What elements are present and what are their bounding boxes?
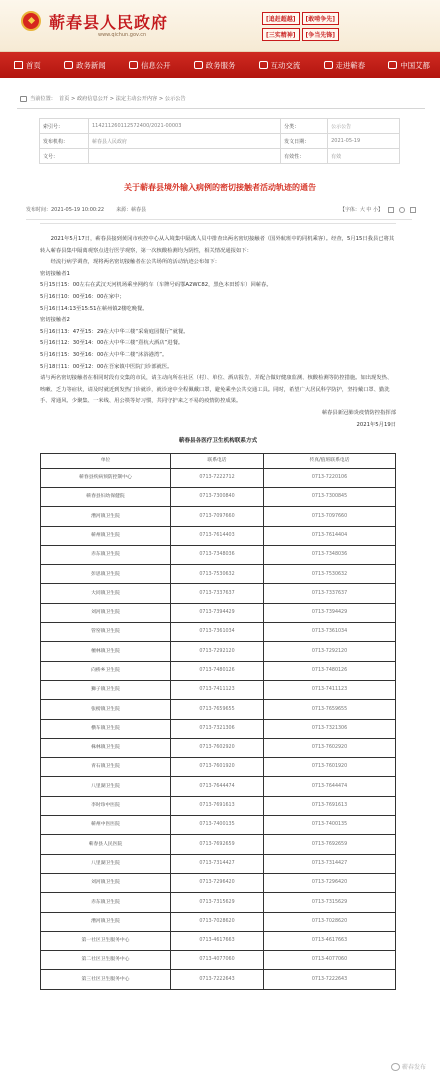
- duty-phone-cell: 0713-7300845: [264, 487, 396, 506]
- nav-item-home[interactable]: [14, 60, 41, 71]
- phone-cell: 0713-7530632: [171, 565, 264, 584]
- phone-cell: 0713-7296420: [171, 873, 264, 892]
- table-row: [41, 835, 396, 854]
- duty-phone-cell: 0713-7222643: [264, 970, 396, 989]
- unit-cell: 蕲州镇卫生院: [41, 526, 171, 545]
- phone-cell: 0713-4617663: [171, 931, 264, 950]
- slogan: [追赶超越]: [262, 12, 300, 25]
- paragraph: 5月16日14:13至15:51在蕲州镇2楼吃晚餐。: [40, 305, 148, 312]
- index-value: 114211260112572400/2021-00003: [89, 119, 281, 134]
- unit-cell: 横车镇卫生院: [41, 719, 171, 738]
- unit-cell: 八里湖卫生院: [41, 777, 171, 796]
- divider: [40, 223, 396, 224]
- duty-phone-cell: 0713-4077060: [264, 951, 396, 970]
- column-header: 单位: [41, 453, 171, 468]
- national-emblem-icon: [21, 11, 41, 31]
- article-tools: [340, 206, 416, 213]
- phone-cell: 0713-7659655: [171, 700, 264, 719]
- table-row: [41, 796, 396, 815]
- duty-phone-cell: 0713-7321306: [264, 719, 396, 738]
- nav-item-interact[interactable]: [259, 60, 301, 71]
- breadcrumb-path[interactable]: 首页 > 政府信息公开 > 法定主动公开内容 > 公示公告: [58, 96, 186, 102]
- divider: [17, 108, 425, 109]
- weibo-watermark: [391, 1062, 426, 1071]
- duty-phone-cell: 0713-7292120: [264, 642, 396, 661]
- table-row: [41, 758, 396, 777]
- unit-cell: 彭思镇卫生院: [41, 565, 171, 584]
- slogan: [敢啃争先]: [302, 12, 340, 25]
- duty-phone-cell: 0713-7692659: [264, 835, 396, 854]
- table-row: [41, 893, 396, 912]
- phone-cell: 0713-7361034: [171, 623, 264, 642]
- contacts-table: [40, 453, 396, 990]
- table-row: [41, 623, 396, 642]
- unit-cell: 赤东镇卫生院: [41, 545, 171, 564]
- table-row: [41, 661, 396, 680]
- validity-label: 有效性：: [281, 149, 328, 164]
- table-row: [41, 680, 396, 699]
- share-icon[interactable]: [399, 207, 405, 213]
- nav-label: 中国艾都: [400, 60, 430, 70]
- table-row: [41, 487, 396, 506]
- table-row: [41, 931, 396, 950]
- phone-cell: 0713-4077060: [171, 951, 264, 970]
- phone-cell: 0713-7411123: [171, 680, 264, 699]
- main-nav: [0, 52, 440, 78]
- signature-org: 蕲春县新冠肺炎疫情防控指挥部: [321, 409, 396, 416]
- phone-cell: 0713-7300840: [171, 487, 264, 506]
- duty-phone-cell: 0713-7691613: [264, 796, 396, 815]
- phone-cell: 0713-7601920: [171, 758, 264, 777]
- watermark-text: 蕲春发布: [401, 1064, 426, 1071]
- nav-label: 政务新闻: [76, 60, 106, 70]
- phone-cell: 0713-7480126: [171, 661, 264, 680]
- table-row: [41, 854, 396, 873]
- paragraph: 5月16日15：30至16：00在大中华二楼“沐浴港湾”。: [40, 351, 168, 358]
- unit-cell: 蕲春县人民医院: [41, 835, 171, 854]
- phone-cell: 0713-7691613: [171, 796, 264, 815]
- category-label: 分类：: [281, 119, 328, 134]
- nav-label: 互动交流: [270, 60, 301, 70]
- phone-cell: 0713-7614403: [171, 526, 264, 545]
- phone-cell: 0713-7222712: [171, 468, 264, 487]
- phone-cell: 0713-7292120: [171, 642, 264, 661]
- article-body: [40, 234, 396, 990]
- duty-phone-cell: 0713-4617663: [264, 931, 396, 950]
- doc-info-table: [39, 118, 400, 164]
- paragraph: 密切接触者1: [40, 270, 70, 277]
- news-icon: [64, 61, 73, 69]
- table-row: [41, 603, 396, 622]
- phone-cell: 0713-7314427: [171, 854, 264, 873]
- date-value: 2021-05-19: [328, 134, 400, 149]
- unit-cell: 第三社区卫生服务中心: [41, 970, 171, 989]
- phone-cell: 0713-7602920: [171, 738, 264, 757]
- column-header: 联系电话: [171, 453, 264, 468]
- phone-cell: 0713-7222643: [171, 970, 264, 989]
- unit-cell: 檀林镇卫生院: [41, 642, 171, 661]
- table-row: [41, 816, 396, 835]
- nav-item-service[interactable]: [194, 60, 236, 71]
- table-row: [41, 719, 396, 738]
- article-title: 关于蕲春县境外输入病例的密切接触者活动轨迹的通告: [124, 183, 316, 192]
- publish-time: 发布时间：2021-05-19 10:00:22: [26, 207, 105, 213]
- table-row: [41, 642, 396, 661]
- table-row: [41, 777, 396, 796]
- phone-cell: 0713-7097660: [171, 507, 264, 526]
- duty-phone-cell: 0713-7400135: [264, 816, 396, 835]
- leaf-icon: [388, 61, 397, 69]
- paragraph: 经流行病学调查，现将两名密切接触者在公共场所的活动轨迹公布如下：: [50, 259, 221, 266]
- table-row: [41, 951, 396, 970]
- unit-cell: 张榜镇卫生院: [41, 700, 171, 719]
- validity-value: 有效: [328, 149, 400, 164]
- unit-cell: 管窑镇卫生院: [41, 623, 171, 642]
- unit-cell: 株林镇卫生院: [41, 738, 171, 757]
- nav-item-info[interactable]: [129, 60, 171, 71]
- unit-cell: 蕲州中医医院: [41, 816, 171, 835]
- nav-item-aidu[interactable]: [388, 60, 430, 71]
- unit-cell: 漕河镇卫生院: [41, 507, 171, 526]
- paragraph: 5月16日12：30至14：00在大中华三楼“熹杭大酒店”进餐。: [40, 340, 184, 347]
- table-row: [41, 912, 396, 931]
- duty-phone-cell: 0713-7614404: [264, 526, 396, 545]
- phone-cell: 0713-7315629: [171, 893, 264, 912]
- table-row: [41, 584, 396, 603]
- category-value: 公示公告: [328, 119, 400, 134]
- site-url: www.qichun.gov.cn: [98, 32, 147, 38]
- signature-date: 2021年5月19日: [356, 421, 396, 428]
- print-icon[interactable]: [388, 207, 394, 213]
- phone-cell: 0713-7692659: [171, 835, 264, 854]
- duty-phone-cell: 0713-7348036: [264, 545, 396, 564]
- unit-cell: 向桥乡卫生院: [41, 661, 171, 680]
- unit-cell: 刘河镇卫生院: [41, 603, 171, 622]
- close-icon[interactable]: [410, 207, 416, 213]
- unit-cell: 李时珍中医院: [41, 796, 171, 815]
- breadcrumb-label: 当前位置：: [30, 96, 56, 102]
- unit-cell: 第二社区卫生服务中心: [41, 951, 171, 970]
- publisher-value: 蕲春县人民政府: [89, 134, 281, 149]
- chat-icon: [259, 61, 268, 69]
- phone-cell: 0713-7644474: [171, 777, 264, 796]
- phone-cell: 0713-7028620: [171, 912, 264, 931]
- duty-phone-cell: 0713-7337637: [264, 584, 396, 603]
- paragraph: 5月15日15：00左右在武汉天河机场乘坐网约车（车牌号码鄂A2WC82，黑色本田轿车）回蕲春。: [40, 282, 272, 289]
- unit-cell: 狮子镇卫生院: [41, 680, 171, 699]
- paragraph: 请与两名密切接触者在相同时段有交集的市民，请主动向所在社区（村）、单位、酒店报告，并配合做好健康监测、核酸检测等防控措施。如出现发热、咳嗽、乏力等症状，请及时就近到发热门诊就诊，就诊途中全程佩戴口罩，避免乘坐公共交通工具。同时，希望广大居民科学防护，坚持戴口罩、勤洗手、常通风、少聚集、一米线、用公筷等好习惯，共同守护来之不易的疫情防控成果。: [40, 375, 393, 405]
- duty-phone-cell: 0713-7480126: [264, 661, 396, 680]
- duty-phone-cell: 0713-7028620: [264, 912, 396, 931]
- date-label: 发文日期：: [281, 134, 328, 149]
- slogans: [262, 12, 410, 44]
- column-header: 传真/值班联系电话: [264, 453, 396, 468]
- duty-phone-cell: 0713-7097660: [264, 507, 396, 526]
- duty-phone-cell: 0713-7601920: [264, 758, 396, 777]
- paragraph: 5月16日13：47至15：29在大中华三楼“采菊庭园餐厅”就餐。: [40, 328, 189, 335]
- unit-cell: 赤东镇卫生院: [41, 893, 171, 912]
- slogan: [三实精神]: [262, 28, 300, 41]
- phone-cell: 0713-7348036: [171, 545, 264, 564]
- weibo-icon: [391, 1063, 400, 1071]
- table-row: [41, 970, 396, 989]
- publisher-label: 发布机构：: [40, 134, 89, 149]
- duty-phone-cell: 0713-7314427: [264, 854, 396, 873]
- phone-cell: 0713-7321306: [171, 719, 264, 738]
- docno-label: 文号：: [40, 149, 89, 164]
- unit-cell: 大同镇卫生院: [41, 584, 171, 603]
- contacts-title: 蕲春县各医疗卫生机构联系方式: [178, 438, 258, 445]
- info-icon: [129, 61, 138, 69]
- unit-cell: 蕲春县妇幼保健院: [41, 487, 171, 506]
- duty-phone-cell: 0713-7644474: [264, 777, 396, 796]
- nav-label: 走进蕲春: [335, 60, 366, 70]
- slogan: [争当先锋]: [302, 28, 340, 41]
- index-label: 索引号：: [40, 119, 89, 134]
- article-source: 来源：蕲春县: [116, 207, 147, 213]
- duty-phone-cell: 0713-7296420: [264, 873, 396, 892]
- font-size-control[interactable]: 【字体：大 中 小】: [339, 207, 383, 213]
- duty-phone-cell: 0713-7602920: [264, 738, 396, 757]
- table-row: [41, 526, 396, 545]
- unit-cell: 蕲春县疾病预防控制中心: [41, 468, 171, 487]
- unit-cell: 漕河镇卫生院: [41, 912, 171, 931]
- unit-cell: 第一社区卫生服务中心: [41, 931, 171, 950]
- site-name[interactable]: 蕲春县人民政府: [49, 13, 169, 32]
- table-row: [41, 545, 396, 564]
- nav-item-news[interactable]: [64, 60, 106, 71]
- table-row: [41, 565, 396, 584]
- paragraph: 5月18日11：00至12：00在吾家镇中医院门诊部就医。: [40, 363, 173, 370]
- paragraph: 密切接触者2: [40, 317, 70, 324]
- service-icon: [194, 61, 203, 69]
- nav-label: 信息公开: [140, 60, 171, 70]
- duty-phone-cell: 0713-7220106: [264, 468, 396, 487]
- duty-phone-cell: 0713-7361034: [264, 623, 396, 642]
- nav-label: 首页: [26, 60, 41, 70]
- phone-cell: 0713-7394429: [171, 603, 264, 622]
- flag-icon: [324, 61, 333, 69]
- duty-phone-cell: 0713-7530632: [264, 565, 396, 584]
- paragraph: 2021年5月17日，蕲春县接到黄冈市疾控中心从入境集中隔离人员中排查出两名密切接触者（国外航班中的同机乘客）。经查，5月15日我县已将其转入蕲春县集中隔离观察点进行医学观察，第一次核酸检测均为阴性，相关情况通报如下：: [40, 236, 395, 254]
- nav-item-about[interactable]: [324, 60, 366, 71]
- location-icon: [20, 96, 27, 102]
- site-header: [0, 0, 440, 52]
- article-meta: [26, 206, 416, 213]
- table-row: [41, 507, 396, 526]
- unit-cell: 青石镇卫生院: [41, 758, 171, 777]
- duty-phone-cell: 0713-7394429: [264, 603, 396, 622]
- unit-cell: 刘河镇卫生院: [41, 873, 171, 892]
- home-icon: [14, 61, 23, 69]
- duty-phone-cell: 0713-7315629: [264, 893, 396, 912]
- table-row: [41, 873, 396, 892]
- duty-phone-cell: 0713-7659655: [264, 700, 396, 719]
- table-row: [41, 738, 396, 757]
- nav-label: 政务服务: [205, 60, 236, 70]
- docno-value: [89, 149, 281, 164]
- phone-cell: 0713-7337637: [171, 584, 264, 603]
- unit-cell: 八里湖卫生院: [41, 854, 171, 873]
- paragraph: 5月16日10：00至16：00在家中；: [40, 293, 125, 300]
- phone-cell: 0713-7400135: [171, 816, 264, 835]
- table-row: [41, 468, 396, 487]
- breadcrumb: [20, 95, 440, 102]
- duty-phone-cell: 0713-7411123: [264, 680, 396, 699]
- divider: [26, 219, 412, 220]
- table-row: [41, 700, 396, 719]
